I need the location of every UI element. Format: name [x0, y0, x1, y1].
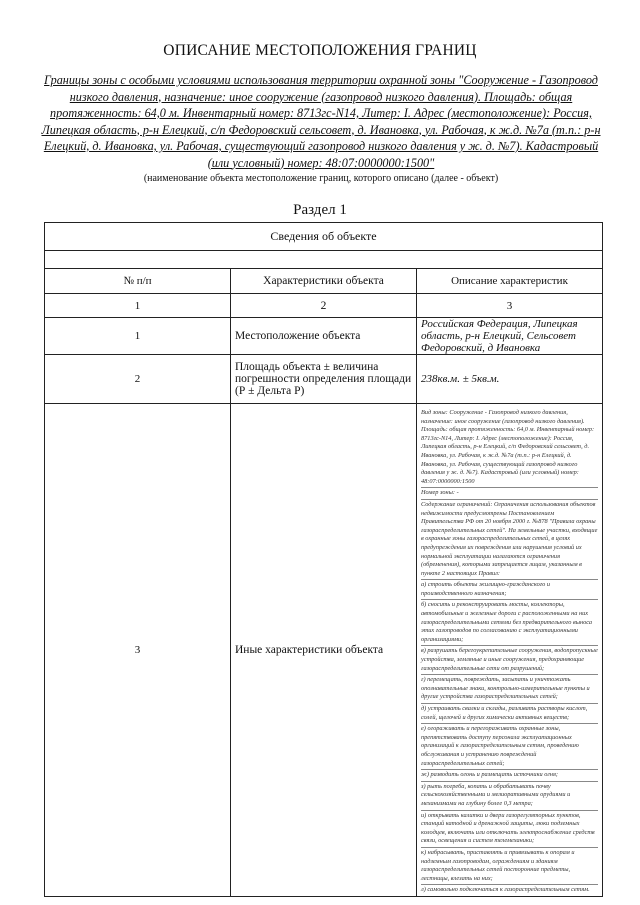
row-label: Площадь объекта ± величина погрешности определения площади (Р ± Дельта Р) — [231, 355, 417, 404]
detail-item: г) перемещать, повреждать, засыпать и уничтожать опознавательные знаки, контрольно-измерительные пункты и другие устройства газораспределительных сетей; — [421, 674, 598, 703]
section-title: Раздел 1 — [293, 202, 347, 218]
table-spacer-row — [45, 251, 603, 269]
detail-item: б) сносить и реконструировать мосты, коллекторы, автомобильные и железные дороги с расположенными на них газораспределительными сетями без предварительного выноса этих газопроводов по согласованию с эксплуатационными организациями; — [421, 599, 598, 645]
detail-restrictions: Содержание ограничений: Ограничения использования объектов недвижимости предусмотрены Постановлением Правительства РФ от 20 ноября 2000 г. №878 "Правила охраны газораспределительных сетей". На земельные участки, входящие в охранные зоны газораспределительных сетей, в целях предупреждения их повреждения или нарушения условий их нормальной эксплуатации налагаются ограничения (обременения), которыми запрещается лицам, указанным в пункте 2 настоящих Правил: — [421, 499, 598, 579]
table-row — [45, 404, 603, 897]
row-number: 1 — [45, 318, 231, 355]
document-title: ОПИСАНИЕ МЕСТОПОЛОЖЕНИЯ ГРАНИЦ — [163, 42, 477, 59]
table-heading: Сведения об объекте — [45, 223, 603, 251]
object-description: Границы зоны с особыми условиями использования территории охранной зоны "Сооружение - Газопровод низкого давления, назначение: иное сооружение (газопровод низкого давления). Площадь: общая протяженность: 64,0 м. Инвентарный номер: 8713гс-N14, Литер: I. Адрес (местоположение): Россия, Липецкая область, р-н Елецкий, с/п Федоровский сельсовет, д. Ивановка, ул. Рабочая, к ж.д. №7а (т.п.: р-н Елецкий, д. Ивановка, ул. Рабочая, существующий газопровод низкого давления у ж. д. №7). Кадастровый (или условный) номер: 48:07:0000000:1500" — [41, 73, 601, 170]
row-number: 2 — [45, 355, 231, 404]
detail-item: к) набрасывать, приставлять и привязывать к опорам и надземным газопроводам, ограждениям и зданиям газораспределительных сетей посторонние предметы, лестницы, влезать на них; — [421, 847, 598, 884]
object-info-table — [44, 222, 603, 897]
header-description: Описание характеристик — [417, 269, 603, 294]
detail-zone-type: Вид зоны: Сооружение - Газопровод низкого давления, назначение: иное сооружение (газопровод низкого давления). Площадь: общая протяженность: 64,0 м. Инвентарный номер: 8713гс-N14, Литер: I. Адрес (местоположение): Россия, Липецкая область, р-н Елецкий, с/п Федоровский сельсовет, д. Ивановка, ул. Рабочая, к ж.д. №7а (т.п.: р-н Елецкий, д. Ивановка, ул. Рабочая, существующий газопровод низкого давления у ж. д. №7). Кадастровый (или условный) номер: 48:07:0000000:1500 — [421, 409, 595, 485]
detail-item: ж) разводить огонь и размещать источники огня; — [421, 769, 598, 781]
detail-item: а) строить объекты жилищно-гражданского и производственного назначения; — [421, 579, 598, 599]
detail-item: з) рыть погреба, копать и обрабатывать почву сельскохозяйственными и мелиоративными орудиями и механизмами на глубину более 0,3 метра; — [421, 781, 598, 810]
table-header-row — [45, 269, 603, 294]
header-characteristic: Характеристики объекта — [231, 269, 417, 294]
object-caption: (наименование объекта местоположение границ, которого описано (далее - объект) — [143, 173, 499, 184]
row-label: Местоположение объекта — [231, 318, 417, 355]
table-row — [45, 355, 603, 404]
row-value: Российская Федерация, Липецкая область, р-н Елецкий, Сельсовет Федоровский, д Ивановка — [417, 318, 603, 355]
detail-item: л) самовольно подключаться к газораспределительным сетям. — [421, 884, 598, 896]
detail-item: в) разрушать берегоукрепительные сооружения, водопропускные устройства, земляные и иные сооружения, предохраняющие газораспределительные сети от разрушений; — [421, 645, 598, 674]
row-details — [417, 404, 603, 897]
detail-item: и) открывать калитки и двери газорегуляторных пунктов, станций катодной и дренажной защиты, люки подземных колодцев, включать или отключать электроснабжение средств связи, освещения и систем телемеханики; — [421, 810, 598, 847]
row-number: 3 — [45, 404, 231, 897]
column-number-2: 2 — [231, 294, 417, 318]
column-number-3: 3 — [417, 294, 603, 318]
detail-item: е) огораживать и перегораживать охранные зоны, препятствовать доступу персонала эксплуатационных организаций к газораспределительным сетям, проведению обслуживания и устранению повреждений газораспределительных сетей; — [421, 723, 598, 769]
header-number: № п/п — [45, 269, 231, 294]
row-label: Иные характеристики объекта — [231, 404, 417, 897]
detail-item: д) устраивать свалки и склады, разливать растворы кислот, солей, щелочей и других химически активных веществ; — [421, 703, 598, 723]
detail-zone-number: Номер зоны: - — [421, 487, 598, 499]
column-number-1: 1 — [45, 294, 231, 318]
row-value: 238кв.м. ± 5кв.м. — [417, 355, 603, 404]
table-spacer — [45, 251, 603, 269]
table-row — [45, 318, 603, 355]
column-number-row — [45, 294, 603, 318]
table-heading-row — [45, 223, 603, 251]
